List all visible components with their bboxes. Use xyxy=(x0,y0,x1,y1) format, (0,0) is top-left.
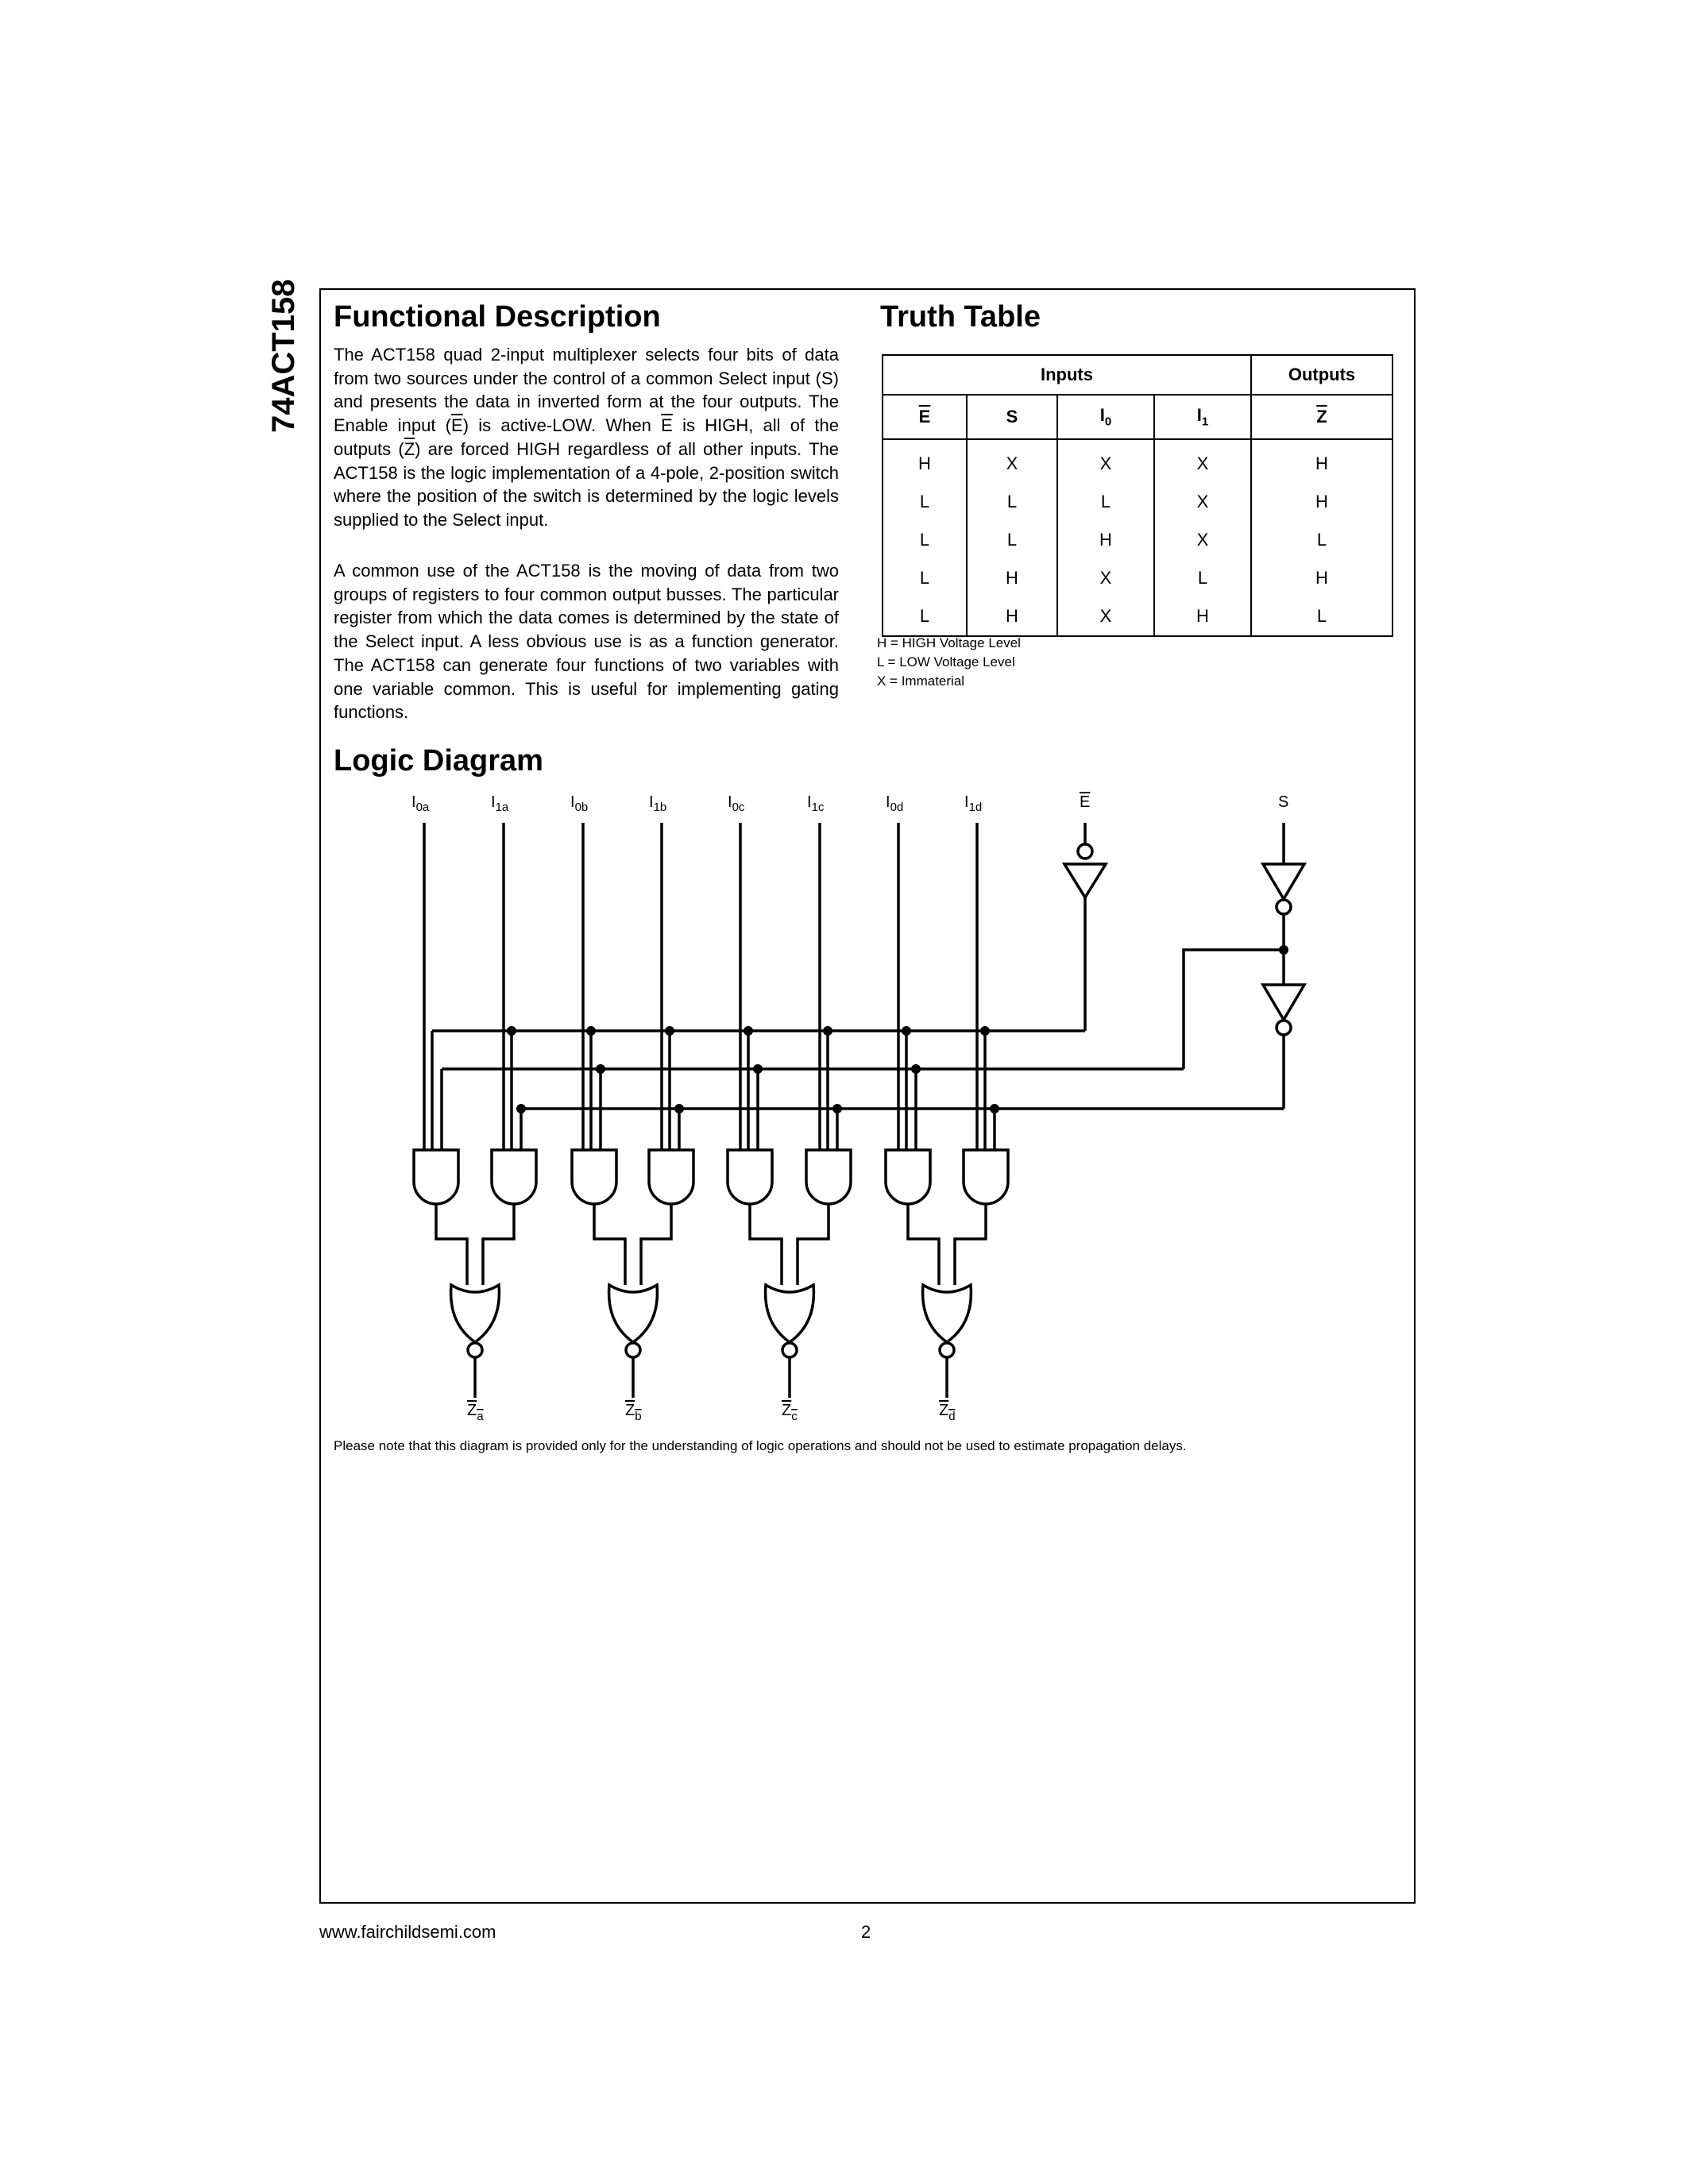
input-label-sub: 1c xyxy=(811,801,825,814)
wire xyxy=(908,1204,939,1285)
col-header-i0: $I_0$ xyxy=(1057,395,1154,439)
junction-dot xyxy=(990,1104,999,1113)
nor-gate xyxy=(609,1285,658,1342)
select-label: S xyxy=(1278,793,1289,811)
truth-table-cell: H xyxy=(1251,483,1393,521)
truth-table-cell: X xyxy=(1154,483,1251,521)
input-label: $I_{1d}$ xyxy=(964,793,983,814)
truth-table-cell: X xyxy=(1154,521,1251,559)
nor-gate xyxy=(451,1285,500,1342)
enable-label: E xyxy=(1080,793,1091,811)
truth-table-cell: L xyxy=(1251,521,1393,559)
truth-table-cell: L xyxy=(883,559,967,597)
wire xyxy=(436,1204,467,1285)
wire xyxy=(594,1204,625,1285)
diagram-gates xyxy=(414,844,1304,1357)
outputs-group-header: Outputs xyxy=(1251,355,1393,395)
junction-dot xyxy=(665,1026,674,1036)
legend-high: H = HIGH Voltage Level xyxy=(877,635,1021,650)
select-inverter-1 xyxy=(1263,864,1304,899)
wire xyxy=(1184,950,1284,1069)
enable-buffer xyxy=(1064,864,1106,897)
truth-table-cell: L xyxy=(1154,559,1251,597)
output-label: $Z_c$ xyxy=(782,1402,798,1423)
and-gate xyxy=(414,1150,458,1204)
page-number: 2 xyxy=(861,1922,871,1942)
functional-description-para1: The ACT158 quad 2-input multiplexer selects four bits of data from two sources under the control of a common Select input (S) and presents the data in inverted form at the four outputs. The Enable input $(\overline{E})$ is active-LOW. When $\overline{E}$ is HIGH, all of the outputs $(\overline{Z})$ are forced HIGH regardless of all other inputs. The ACT158 is the logic implementation of a 4-pole, 2-position switch where the position of the switch is determined by the logic levels supplied to the Select input. xyxy=(334,345,839,530)
nor-gate xyxy=(766,1285,814,1342)
truth-table-cell: L xyxy=(1251,597,1393,636)
and-gate xyxy=(886,1150,930,1204)
junction-dot xyxy=(832,1104,842,1113)
junction-dot xyxy=(823,1026,832,1036)
truth-table-cell: L xyxy=(967,521,1057,559)
bubble xyxy=(626,1343,640,1357)
bubble xyxy=(1277,1021,1291,1035)
truth-table-cell: H xyxy=(967,597,1057,636)
input-label-sub: 0d xyxy=(890,801,904,814)
junction-dot xyxy=(586,1026,596,1036)
bubble xyxy=(1277,900,1291,914)
input-label-sub: 0a xyxy=(415,801,430,814)
wire xyxy=(955,1204,986,1285)
wire xyxy=(750,1204,782,1285)
output-label-sub: c xyxy=(791,1410,798,1423)
truth-table-cell: H xyxy=(967,559,1057,597)
logic-diagram-heading: Logic Diagram xyxy=(334,744,543,778)
bubble xyxy=(468,1343,482,1357)
junction-dot xyxy=(516,1104,526,1113)
bubble xyxy=(782,1343,797,1357)
col-header-e: $\overline{E}$ xyxy=(883,395,967,439)
truth-table-cell: L xyxy=(1057,483,1154,521)
output-label-sub: a xyxy=(477,1410,484,1423)
input-label-sub: 1b xyxy=(653,801,667,814)
col-header-s: S xyxy=(967,395,1057,439)
truth-table-cell: X xyxy=(1057,597,1154,636)
legend-low: L = LOW Voltage Level xyxy=(877,654,1015,669)
bubble xyxy=(1078,844,1092,859)
truth-table-cell: L xyxy=(883,521,967,559)
functional-description-para2: A common use of the ACT158 is the moving of data from two groups of registers to four common output busses. The particular register from which the data comes is determined by the state of the Select input. A less obvious use is as a function generator. The ACT158 can generate four functions of two variables with one variable common. This is useful for implementing gating functions. xyxy=(334,561,839,723)
output-label-sub: d xyxy=(948,1410,956,1423)
truth-table-cell: H xyxy=(1154,597,1251,636)
col-header-i1: $I_1$ xyxy=(1154,395,1251,439)
junction-dot xyxy=(902,1026,911,1036)
truth-table-cell: H xyxy=(1251,439,1393,483)
truth-table-heading: Truth Table xyxy=(880,300,1041,334)
input-label: $I_{0b}$ xyxy=(570,793,589,814)
nor-gate xyxy=(923,1285,971,1342)
truth-table-cell: H xyxy=(1057,521,1154,559)
input-label: $I_{0c}$ xyxy=(728,793,745,814)
input-label: $I_{0d}$ xyxy=(886,793,904,814)
output-label: $Z_d$ xyxy=(939,1402,956,1423)
wire xyxy=(483,1204,514,1285)
truth-table-cell: L xyxy=(883,483,967,521)
diagram-wires xyxy=(424,823,1284,1398)
truth-table-cell: H xyxy=(1251,559,1393,597)
truth-table-cell: H xyxy=(883,439,967,483)
and-gate xyxy=(572,1150,616,1204)
truth-table-cell: X xyxy=(1154,439,1251,483)
and-gate xyxy=(728,1150,772,1204)
input-label: $I_{1c}$ xyxy=(807,793,825,814)
junction-dot xyxy=(1279,945,1288,955)
output-label-sub: b xyxy=(635,1410,642,1423)
junction-dot xyxy=(596,1064,605,1074)
and-gate xyxy=(649,1150,693,1204)
truth-table-cell: X xyxy=(1057,559,1154,597)
input-label: $I_{0a}$ xyxy=(411,793,430,814)
bubble xyxy=(940,1343,954,1357)
part-number-side-label: 74ACT158 xyxy=(266,279,301,433)
junction-dot xyxy=(911,1064,921,1074)
and-gate xyxy=(492,1150,536,1204)
functional-description-heading: Functional Description xyxy=(334,300,661,334)
junction-dot xyxy=(753,1064,763,1074)
input-label-sub: 1a xyxy=(495,801,509,814)
and-gate xyxy=(964,1150,1008,1204)
input-label-sub: 0b xyxy=(574,801,589,814)
truth-table-cell: L xyxy=(883,597,967,636)
diagram-note: Please note that this diagram is provided only for the understanding of logic operations and should not be used to estimate propagation delays. xyxy=(334,1438,1187,1453)
and-gate xyxy=(806,1150,851,1204)
junction-dot xyxy=(980,1026,990,1036)
truth-table-cell: X xyxy=(1057,439,1154,483)
input-label-sub: 1d xyxy=(968,801,983,814)
truth-table-cell: L xyxy=(967,483,1057,521)
junction-dot xyxy=(507,1026,516,1036)
input-label: $I_{1b}$ xyxy=(649,793,667,814)
output-label: $Z_b$ xyxy=(625,1402,642,1423)
legend-immaterial: X = Immaterial xyxy=(877,673,965,689)
wire xyxy=(798,1204,829,1285)
truth-table-cell: X xyxy=(967,439,1057,483)
junction-dot xyxy=(674,1104,684,1113)
wire xyxy=(641,1204,671,1285)
col-header-z: $\overline{Z}$ xyxy=(1251,395,1393,439)
footer-url[interactable]: www.fairchildsemi.com xyxy=(319,1922,496,1942)
output-label: $Z_a$ xyxy=(467,1402,484,1423)
input-label: $I_{1a}$ xyxy=(491,793,509,814)
junction-dot xyxy=(744,1026,753,1036)
select-inverter-2 xyxy=(1263,985,1304,1020)
input-label-sub: 0c xyxy=(732,801,745,814)
inputs-group-header: Inputs xyxy=(883,355,1251,395)
